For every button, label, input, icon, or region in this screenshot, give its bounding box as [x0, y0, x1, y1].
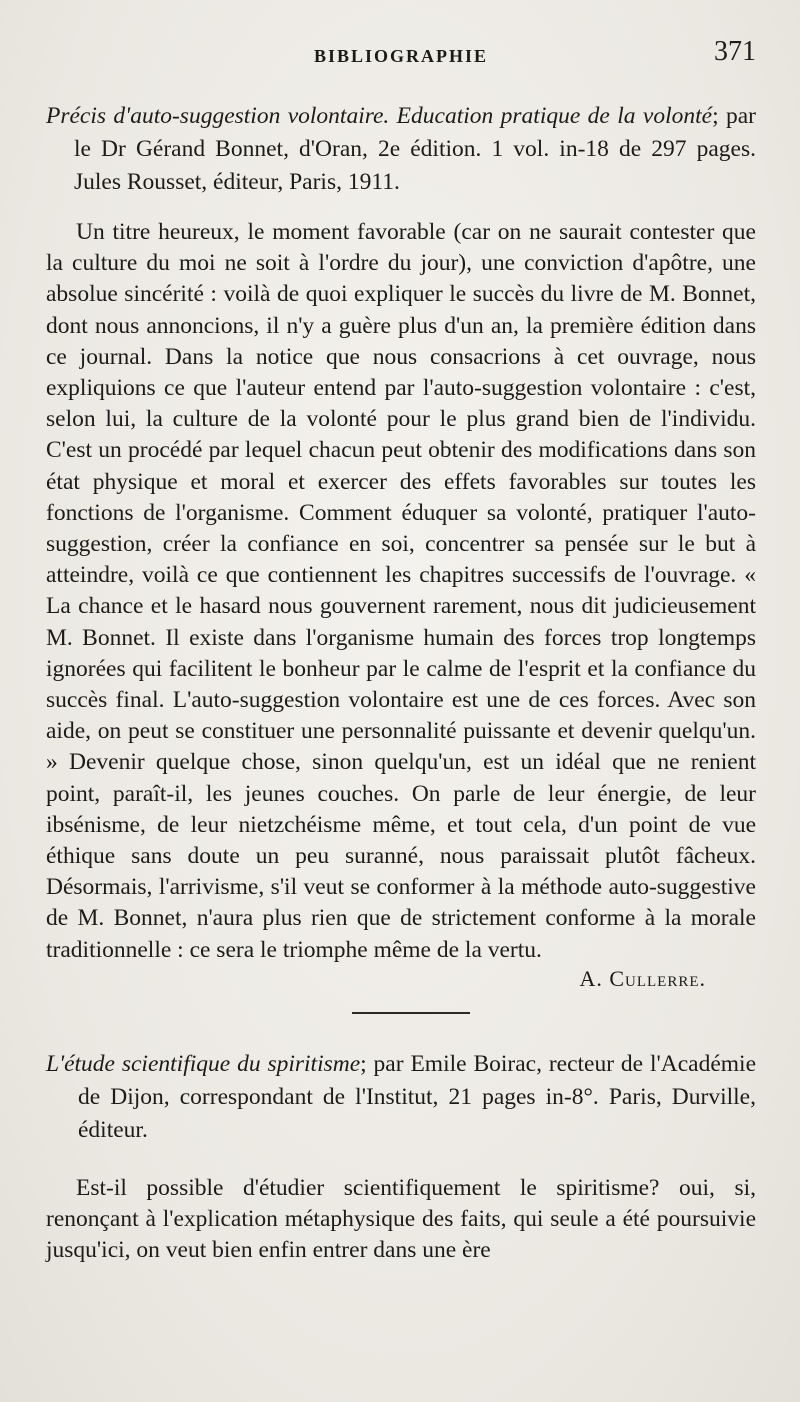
review-2-title: L'étude scientifique du spiritisme: [46, 1050, 361, 1077]
review-2-citation: ; par Emile Boirac, recteur de l'Académie de Dijon, correspondant de l'Institut, 21 pages in-8°. Paris, Durville, éditeur.: [78, 1050, 756, 1143]
review-1-body: Un titre heureux, le moment favorable (car on ne saurait contester que la culture du moi ne soit à l'ordre du jour), une conviction d'apôtre, une absolue sincérité : voilà de quoi expliquer le succès du livre de M. Bonnet, dont nous annoncions, il n'y a guère plus d'un an, la première édition dans ce journal. Dans la notice que nous consacrions à cet ouvrage, nous expliquions ce que l'auteur entend par l'auto-suggestion volontaire : c'est, selon lui, la culture de la volonté pour le plus grand bien de l'individu. C'est un procédé par lequel chacun peut obtenir des modifications dans son état physique et moral et exercer des effets favorables sur toutes les fonctions de l'organisme. Comment éduquer sa volonté, pratiquer l'auto-suggestion, créer la confiance en soi, concentrer sa pensée sur le but à atteindre, voilà ce que contiennent les chapitres successifs de l'ouvrage. « La chance et le hasard nous gouvernent rarement, nous dit judicieusement M. Bonnet. Il existe dans l'organisme humain des forces trop longtemps ignorées qui facilitent le bonheur par le calme de l'esprit et la confiance du succès final. L'auto-suggestion volontaire est une de ces forces. Avec son aide, on peut se constituer une personnalité puissante et devenir quelqu'un. » Devenir quelque chose, sinon quelqu'un, est un idéal que ne renient point, paraît-il, les jeunes couches. On parle de leur énergie, de leur ibsénisme, de leur nietzchéisme même, et tout cela, d'un point de vue éthique sans doute un peu suranné, nous paraissait plutôt fâcheux. Désormais, l'arrivisme, s'il veut se conformer à la méthode auto-suggestive de M. Bonnet, n'aura plus rien que de strictement conforme à la morale traditionnelle : ce sera le triomphe même de la vertu.: [46, 219, 756, 963]
review-1-citation: ; par le Dr Gérand Bonnet, d'Oran, 2e édition. 1 vol. in-18 de 297 pages. Jules Rousset, éditeur, Paris, 1911.: [74, 103, 756, 195]
signature-initial: A.: [579, 965, 610, 991]
review-2-body: Est-il possible d'étudier scientifiquement le spiritisme? oui, si, renonçant à l'explication métaphysique des faits, qui seule a été poursuivie jusqu'ici, on veut bien enfin entrer dans une ère: [46, 1174, 756, 1264]
page-number: 371: [714, 36, 756, 67]
running-head: [46, 34, 756, 70]
review-2-heading: [46, 1048, 756, 1147]
section-divider: [352, 1012, 470, 1014]
review-1-title: Précis d'auto-suggestion volontaire. Education pratique de la volonté: [46, 103, 713, 129]
running-title: BIBLIOGRAPHIE: [313, 46, 489, 66]
review-1-signature: [46, 966, 756, 992]
signature-name: Cullerre.: [609, 965, 706, 991]
review-1-heading: [46, 100, 756, 199]
